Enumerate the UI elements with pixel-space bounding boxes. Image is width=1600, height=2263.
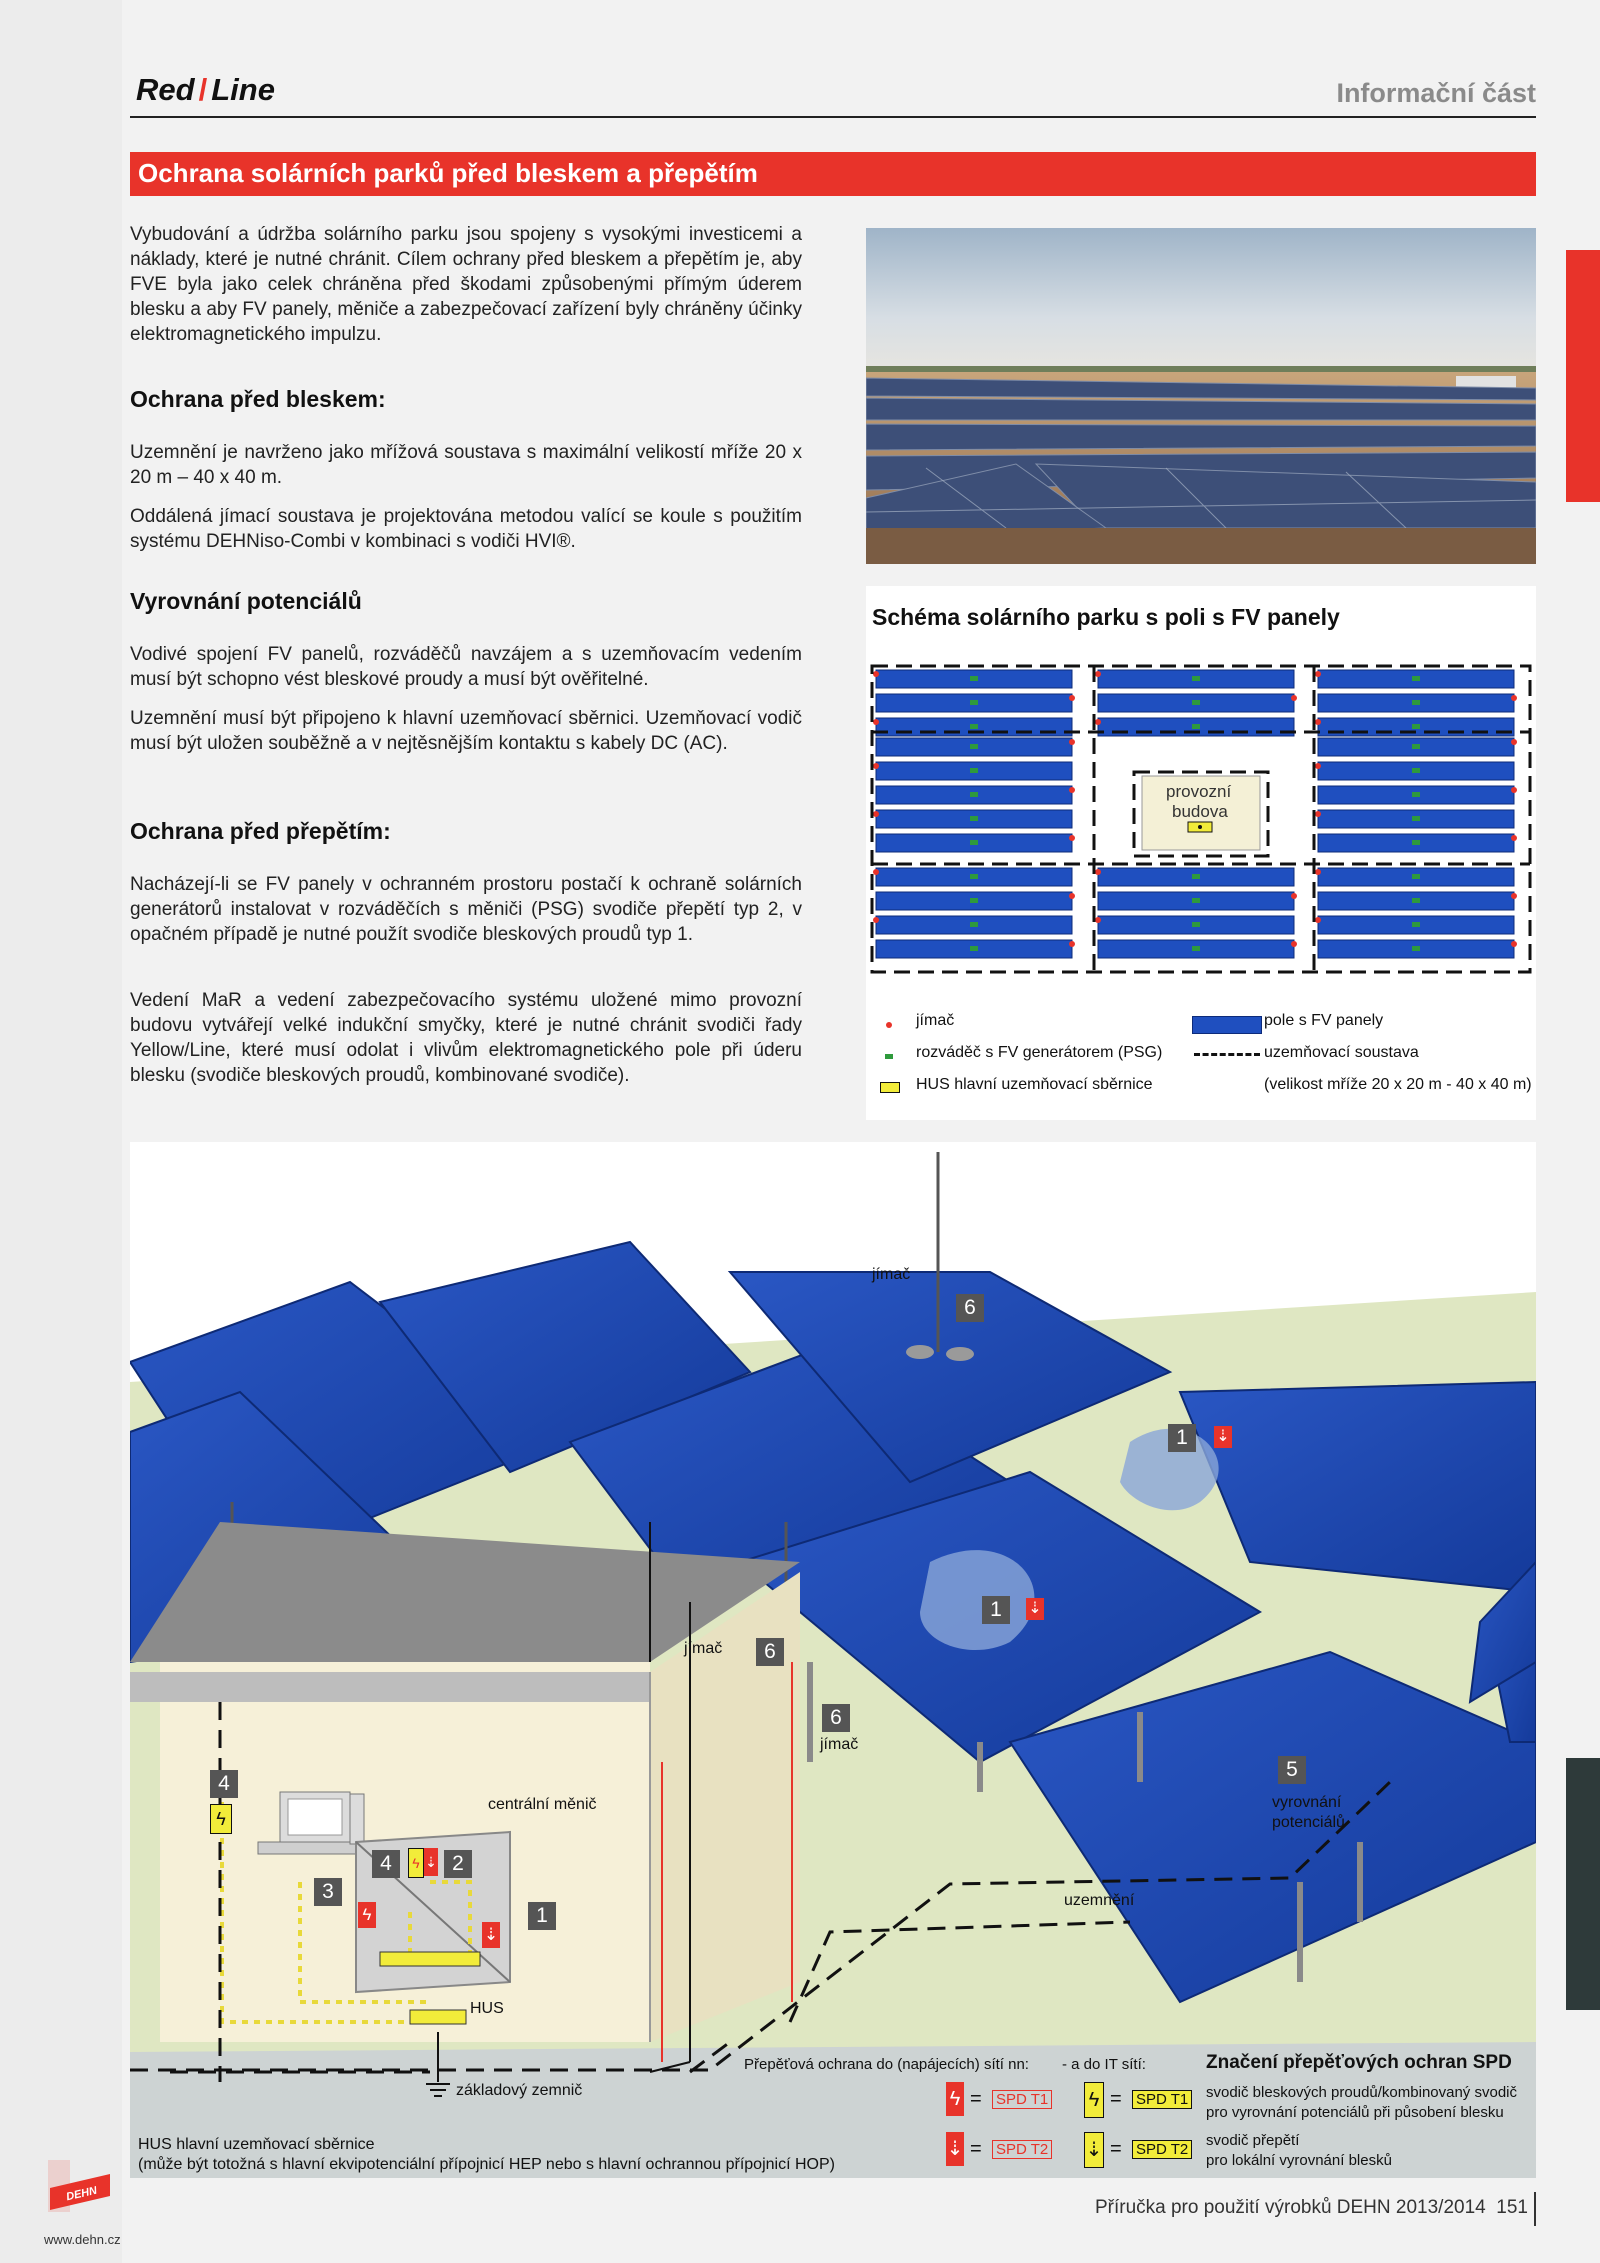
psg-marker [970,792,978,797]
legend-pole-marker [1192,1016,1262,1034]
legend-jimac: jímač [916,1012,955,1029]
jimac-marker [1069,787,1075,793]
jimac-marker [1315,671,1321,677]
number-2: 2 [444,1850,472,1878]
jimac-marker [1069,695,1075,701]
jimac-marker [1291,695,1297,701]
psg-marker [970,874,978,879]
jimac-marker [1315,763,1321,769]
paragraph-equipotential-2: Uzemnění musí být připojeno k hlavní uzemňovací sběrnici. Uzemňovací vodič musí být uložen souběžně a v nejtěsnějším kontaktu s kabely DC (AC). [130,708,802,754]
spd-t1-desc-2: pro vyrovnání potenciálů při působení blesku [1206,2104,1504,2121]
dehn-logo [40,2160,112,2220]
spd-t2-tn-icon: ⇣ [946,2132,964,2166]
spd-yellow-icon: ϟ [210,1804,232,1834]
spd-t2-desc-2: pro lokální vyrovnání blesků [1206,2152,1392,2169]
building-label-2: budova [1172,802,1228,821]
brand-red: Red [136,72,195,107]
jimac-marker [1069,941,1075,947]
jimac-marker [1511,695,1517,701]
legend-soustava-marker [1194,1053,1260,1056]
psg-marker [1192,724,1200,729]
number-5: 5 [1278,1756,1306,1784]
spd-t1-tn-icon: ϟ [946,2082,964,2116]
footer-text [1095,2197,1528,2219]
page-number: 151 [1496,2197,1528,2218]
legend-psg-marker [885,1054,893,1059]
spd-combined-icon-2: ⇣ [424,1848,438,1876]
number-6-middle: 6 [756,1638,784,1666]
jimac-marker [1511,739,1517,745]
label-vyrovnani-2: potenciálů [1272,1814,1345,1831]
jimac-marker [1069,835,1075,841]
brand-title [136,72,275,108]
spd-t2-icon-building: ⇣ [482,1922,500,1948]
heading-lightning: Ochrana před bleskem: [130,386,386,412]
psg-marker [970,946,978,951]
jimac-marker [1315,811,1321,817]
spd-t1-tn-box: SPD T1 [992,2090,1052,2109]
psg-marker [970,840,978,845]
jimac-marker [1315,719,1321,725]
jimac-marker [873,719,879,725]
psg-marker [1412,840,1420,845]
section-name: Informační část [1336,78,1536,108]
jimac-marker [1511,787,1517,793]
psg-marker [1412,700,1420,705]
paragraph-lightning-2: Oddálená jímací soustava je projektována metodou valící se koule s použitím systému DEHNiso-Combi v kombinaci s vodiči HVI®. [130,506,802,552]
legend-hus-marker [880,1082,900,1093]
footer-book: Příručka pro použití výrobků DEHN 2013/2014 [1094,2197,1486,2218]
intro-paragraph: Vybudování a údržba solárního parku jsou spojeny s vysokými investicemi a náklady, které je nutné chránit. Cílem ochrany před bleskem a přepětím je, aby FVE byla jako celek chráněna před škodami způsobenými přímým úderem blesku a aby FV panely, měniče a zabezpečovací zařízení byly chráněny účinky elektromagnetického impulzu. [130,224,802,345]
heading-surge: Ochrana před přepětím: [130,818,391,844]
label-hus: HUS [470,2000,504,2017]
jimac-marker [1315,917,1321,923]
psg-marker [1412,792,1420,797]
legend-jimac-marker [886,1022,892,1028]
spd-t1-icon-middle: ⇣ [1026,1598,1044,1620]
page-title: Ochrana solárních parků před bleskem a přepětím [138,158,758,188]
number-6-top: 6 [956,1294,984,1322]
label-centralni-menic: centrální měnič [488,1796,597,1813]
title-bar [130,152,1536,196]
jimac-marker [873,811,879,817]
psg-marker [1412,874,1420,879]
dehn-logo-text: DEHN [65,2184,99,2204]
psg-marker [1412,946,1420,951]
spd-t2-tn-eq: = [970,2138,982,2160]
jimac-marker [1069,893,1075,899]
legend-mrize: (velikost mříže 20 x 20 m - 40 x 40 m) [1264,1076,1532,1093]
label-jimac-middle: jímač [684,1640,723,1657]
side-tab-red [1566,250,1600,502]
spd-t2-it-box: SPD T2 [1132,2140,1192,2159]
spd-t1-desc-1: svodič bleskových proudů/kombinovaný svodič [1206,2084,1517,2101]
psg-marker [970,676,978,681]
psg-marker [970,744,978,749]
label-hus-desc-2: (může být totožná s hlavní ekvipotenciální přípojnicí HEP nebo s hlavní ochrannou přípojnicí HOP) [138,2156,835,2173]
label-vyrovnani-1: vyrovnání [1272,1794,1342,1811]
number-6-lower: 6 [822,1704,850,1732]
psg-marker [1192,898,1200,903]
jimac-marker [1095,719,1101,725]
spd-t2-desc-1: svodič přepětí [1206,2132,1300,2149]
schema1-title: Schéma solárního parku s poli s FV panely [872,604,1340,630]
spd-t1-it-box: SPD T1 [1132,2090,1192,2109]
psg-marker [1192,700,1200,705]
building-label-1: provozní [1166,782,1232,801]
jimac-marker [873,763,879,769]
schema-park-layout [866,586,1536,1120]
jimac-marker [1315,869,1321,875]
spd-t1-it-eq: = [1110,2088,1122,2110]
number-3: 3 [314,1878,342,1906]
header-rule [130,116,1536,118]
number-1-middle: 1 [982,1596,1010,1624]
jimac-marker [1291,941,1297,947]
legend-hus: HUS hlavní uzemňovací sběrnice [916,1076,1153,1093]
solar-park-photo [866,228,1536,564]
dehn-url: www.dehn.cz [44,2232,121,2247]
footer-divider [1534,2192,1536,2226]
brand-line: Line [211,72,275,107]
jimac-marker [873,869,879,875]
psg-marker [970,700,978,705]
legend-pole: pole s FV panely [1264,1012,1384,1029]
label-zakladovy: základový zemnič [456,2082,583,2099]
jimac-marker [873,917,879,923]
spd-t1-icon-building: ϟ [358,1902,376,1928]
schema1-graphic [866,586,1536,1120]
jimac-marker [1291,893,1297,899]
jimac-marker [1511,835,1517,841]
jimac-marker [1511,941,1517,947]
paragraph-surge-2: Vedení MaR a vedení zabezpečovacího systému uložené mimo provozní budovu vytvářejí velké indukční smyčky, které je nutné chránit svodiči řady Yellow/Line, které musí odolat i vlivům elektromagnetického pole při úderu blesku (svodiče bleskových proudů, kombinované svodiče). [130,990,802,1086]
label-uzemneni: uzemnění [1064,1892,1135,1909]
number-1-building: 1 [528,1902,556,1930]
paragraph-equipotential-1: Vodivé spojení FV panelů, rozváděčů navzájem a s uzemňovacím vedením musí být schopno vést bleskové proudy a musí být ověřitelné. [130,644,802,690]
psg-marker [970,898,978,903]
psg-marker [1192,922,1200,927]
schema2-graphic [130,1142,1536,2178]
psg-marker [1412,768,1420,773]
psg-marker [1192,874,1200,879]
spd-network-tn: Přepěťová ochrana do (napájecích) sítí nn: [744,2056,1029,2073]
jimac-marker [1095,671,1101,677]
psg-marker [1412,744,1420,749]
spd-t1-icon-right: ⇣ [1214,1426,1232,1448]
psg-marker [1192,676,1200,681]
paragraph-surge-1: Nacházejí-li se FV panely v ochranném prostoru postačí k ochraně solárních generátorů instalovat v rozváděčích s měniči (PSG) svodiče přepětí typ 2, v opačném případě je nutné použít svodiče bleskových proudů typ 1. [130,874,802,945]
psg-marker [970,816,978,821]
jimac-marker [1095,869,1101,875]
left-margin-strip [0,0,122,2263]
psg-marker [970,768,978,773]
jimac-marker [1095,917,1101,923]
psg-marker [1412,898,1420,903]
spd-network-it: - a do IT sítí: [1062,2056,1146,2073]
label-hus-desc-1: HUS hlavní uzemňovací sběrnice [138,2136,375,2153]
spd-t2-it-icon: ⇣ [1084,2132,1104,2168]
jimac-marker [1069,739,1075,745]
psg-marker [970,922,978,927]
side-tab-dark [1566,1758,1600,2010]
psg-marker [1412,724,1420,729]
brand-slash: / [198,72,208,107]
psg-marker [1412,676,1420,681]
number-4-box: 4 [372,1850,400,1878]
schema-park-building [130,1142,1536,2178]
heading-equipotential: Vyrovnání potenciálů [130,588,362,614]
psg-marker [1412,816,1420,821]
spd-t2-tn-box: SPD T2 [992,2140,1052,2159]
number-1-right: 1 [1168,1424,1196,1452]
spd-legend-title: Značení přepěťových ochran SPD [1206,2052,1512,2073]
psg-marker [970,724,978,729]
spd-t1-it-icon: ϟ [1084,2082,1104,2118]
spd-t1-tn-eq: = [970,2088,982,2110]
legend-soustava: uzemňovací soustava [1264,1044,1419,1061]
paragraph-lightning-1: Uzemnění je navrženo jako mřížová soustava s maximální velikostí mříže 20 x 20 m – 40 x 40 m. [130,442,802,488]
number-4-left: 4 [210,1770,238,1798]
label-jimac-lower: jímač [820,1736,859,1753]
psg-marker [1412,922,1420,927]
legend-psg: rozváděč s FV generátorem (PSG) [916,1044,1163,1061]
spd-t2-it-eq: = [1110,2138,1122,2160]
spd-combined-icon-1: ϟ [408,1848,424,1878]
psg-marker [1192,946,1200,951]
jimac-marker [873,671,879,677]
label-jimac-top: jímač [872,1266,911,1283]
jimac-marker [1511,893,1517,899]
